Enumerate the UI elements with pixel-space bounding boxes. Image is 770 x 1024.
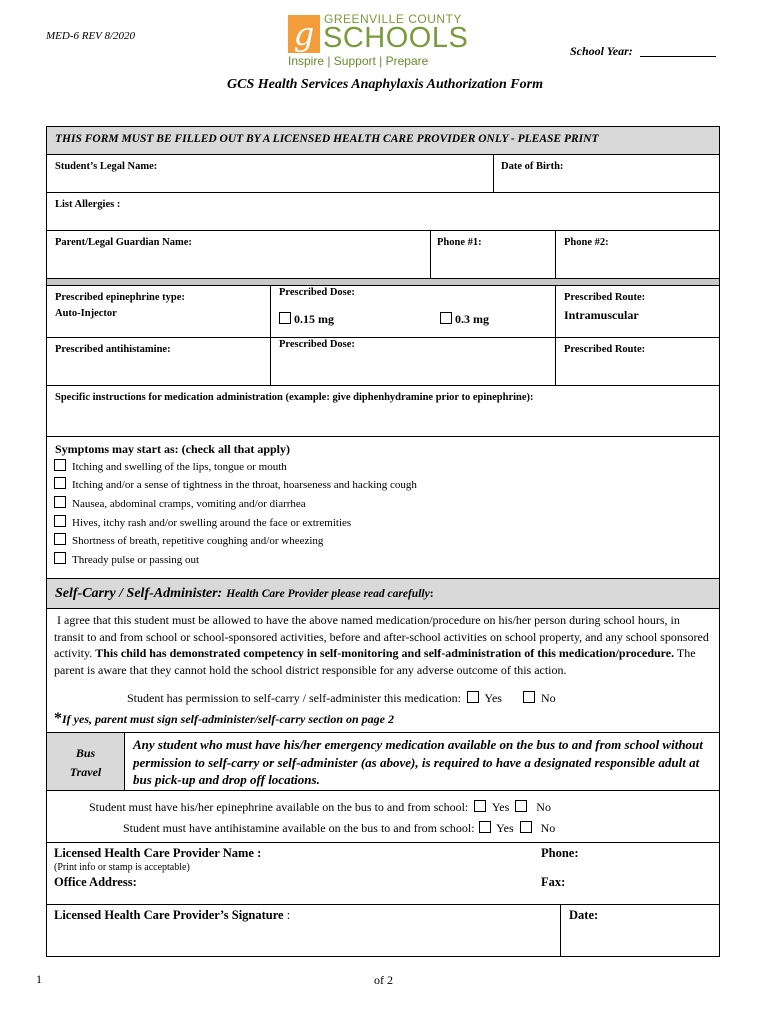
bus-label-cell: Bus Travel	[47, 733, 125, 790]
epi-route-value: Intramuscular	[564, 308, 639, 322]
office-address-label: Office Address:	[54, 875, 137, 889]
provider-info-row	[46, 842, 720, 904]
symptoms-heading: Symptoms may start as: (check all that apply)	[55, 442, 290, 456]
anti-dose-label: Prescribed Dose:	[279, 339, 355, 350]
selfcarry-yes-checkbox[interactable]	[467, 691, 479, 703]
student-row	[46, 154, 720, 192]
provider-name-note: (Print info or stamp is acceptable)	[54, 862, 190, 873]
symptom-item[interactable]: Itching and/or a sense of tightness in the throat, hoarseness and hacking cough	[54, 477, 417, 491]
checkbox-03[interactable]	[440, 312, 452, 324]
student-name-label: Student’s Legal Name:	[55, 161, 158, 172]
instructions-row	[46, 385, 720, 436]
bus-questions-row	[46, 790, 720, 842]
selfcarry-paragraph: I agree that this student must be allowed to have the above named medication/procedure on his/her person during school hours, in transit to and from school or school-sponsored activities, before and after-school activities on school property, and any school sponsored activity. This child has demonstrated competency in self-monitoring and self-administration of this medication/procedure. The parent is aware that they cannot hold the school district responsible for any adverse outcome of this action.	[54, 613, 709, 677]
banner-text: THIS FORM MUST BE FILLED OUT BY A LICENSED HEALTH CARE PROVIDER ONLY - PLEASE PRINT	[55, 133, 599, 145]
bus-anti-yes-checkbox[interactable]	[479, 821, 491, 833]
epi-route-label: Prescribed Route:	[564, 292, 646, 303]
epi-dose-option-03[interactable]: 0.3 mg	[440, 312, 489, 327]
antihistamine-label: Prescribed antihistamine:	[55, 344, 171, 355]
form-code: MED-6 REV 8/2020	[46, 30, 136, 42]
checkbox-015[interactable]	[279, 312, 291, 324]
symptom-item[interactable]: Itching and swelling of the lips, tongue or mouth	[54, 459, 287, 473]
signature-row	[46, 904, 720, 957]
logo-top-text: GREENVILLE COUNTY	[324, 12, 462, 26]
logo-tagline: Inspire | Support | Prepare	[288, 54, 429, 68]
anti-route-label: Prescribed Route:	[564, 344, 646, 355]
selfcarry-no-checkbox[interactable]	[523, 691, 535, 703]
bus-row	[46, 732, 720, 790]
bus-epi-yes-checkbox[interactable]	[474, 800, 486, 812]
epi-dose-label: Prescribed Dose:	[279, 287, 355, 298]
selfcarry-heading: Self-Carry / Self-Administer: Health Care Provider please read carefully:	[55, 586, 434, 601]
banner-row	[46, 126, 720, 154]
selfcarry-note: *If yes, parent must sign self-administer/self-carry section on page 2	[54, 710, 394, 727]
bus-anti-question: Student must have antihistamine available on the bus to and from school: Yes No	[123, 821, 556, 835]
checkbox[interactable]	[54, 459, 66, 471]
provider-name-label: Licensed Health Care Provider Name :	[54, 846, 262, 860]
symptom-item[interactable]: Shortness of breath, repetitive coughing and/or wheezing	[54, 533, 323, 547]
allergies-row	[46, 192, 720, 230]
guardian-row	[46, 230, 720, 278]
instructions-label: Specific instructions for medication administration (example: give diphenhydramine prior to epinephrine):	[55, 392, 534, 403]
logo-g-icon	[288, 15, 320, 53]
epi-type-value: Auto-Injector	[55, 308, 117, 319]
checkbox[interactable]	[54, 552, 66, 564]
page-number: 1	[36, 972, 42, 986]
form-title: GCS Health Services Anaphylaxis Authorization Form	[227, 77, 543, 92]
antihistamine-row	[46, 337, 720, 385]
checkbox[interactable]	[54, 533, 66, 545]
selfcarry-permission: Student has permission to self-carry / self-administer this medication: Yes No	[127, 691, 556, 705]
selfcarry-heading-row	[46, 578, 720, 608]
school-year-label: School Year:	[570, 44, 633, 58]
bus-epi-question: Student must have his/her epinephrine available on the bus to and from school: Yes No	[89, 800, 551, 814]
logo-main-text: SCHOOLS	[323, 22, 469, 54]
symptom-item[interactable]: Thready pulse or passing out	[54, 552, 199, 566]
symptom-item[interactable]: Nausea, abdominal cramps, vomiting and/or diarrhea	[54, 496, 306, 510]
checkbox[interactable]	[54, 496, 66, 508]
checkbox[interactable]	[54, 477, 66, 489]
district-logo	[288, 12, 469, 70]
provider-phone-label: Phone:	[541, 846, 579, 860]
signature-label: Licensed Health Care Provider’s Signature :	[54, 908, 291, 922]
bus-requirement-text: Any student who must have his/her emergency medication available on the bus to and from school without permission to self-carry or self-administer (as above), is required to have a designated responsible adult at bus pick-up and drop off locations.	[133, 737, 703, 787]
symptom-item[interactable]: Hives, itchy rash and/or swelling around the face or extremities	[54, 515, 351, 529]
dob-label: Date of Birth:	[501, 161, 564, 172]
page-total: of 2	[374, 973, 393, 987]
school-year-field[interactable]	[640, 56, 716, 57]
date-label: Date:	[569, 908, 599, 922]
phone1-label: Phone #1:	[437, 237, 482, 248]
allergies-label: List Allergies :	[55, 199, 121, 210]
guardian-label: Parent/Legal Guardian Name:	[55, 237, 192, 248]
bus-epi-no-checkbox[interactable]	[515, 800, 527, 812]
checkbox[interactable]	[54, 515, 66, 527]
phone2-label: Phone #2:	[564, 237, 609, 248]
epi-type-label: Prescribed epinephrine type:	[55, 292, 185, 303]
divider-bar	[46, 278, 720, 285]
svg-text:g: g	[293, 15, 315, 53]
epi-dose-option-015[interactable]: 0.15 mg	[279, 312, 334, 327]
bus-anti-no-checkbox[interactable]	[520, 821, 532, 833]
selfcarry-section	[46, 608, 720, 732]
epinephrine-row	[46, 285, 720, 337]
provider-fax-label: Fax:	[541, 875, 566, 889]
